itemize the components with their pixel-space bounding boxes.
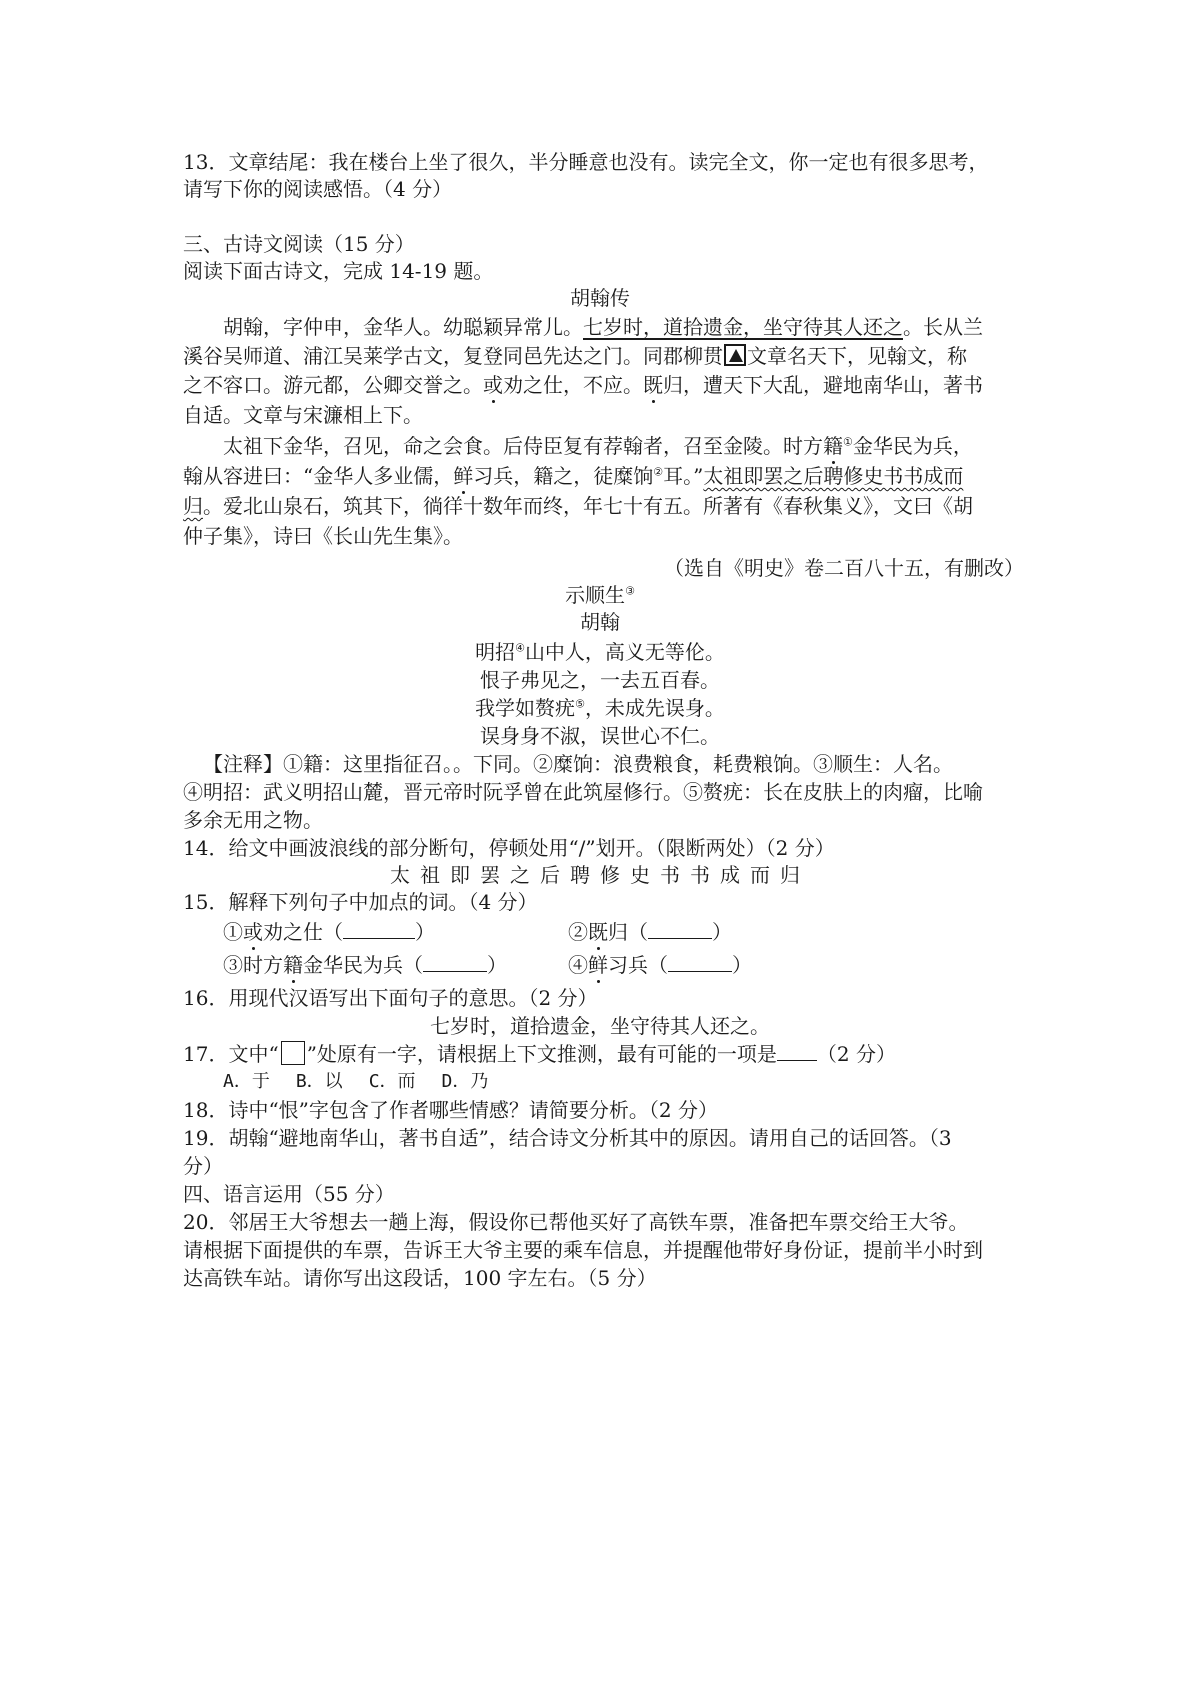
bio-p2-line1: 太祖下金华，召见，命之会食。后侍臣复有荐翰者，召至金陵。时方籍①金华民为兵， (223, 434, 973, 458)
section3-instruction: 阅读下面古诗文，完成 14-19 题。 (183, 259, 494, 283)
q20-line2: 请根据下面提供的车票，告诉王大爷主要的乘车信息，并提醒他带好身份证，提前半小时到 (183, 1238, 983, 1262)
missing-char-triangle-icon (724, 344, 746, 366)
bio-p2-line4: 仲子集》，诗曰《长山先生集》。 (183, 524, 463, 548)
q15-item4: ④鲜习兵（ ） (568, 953, 752, 977)
q20-line1: 20．邻居王大爷想去一趟上海，假设你已帮他买好了高铁车票，准备把车票交给王大爷。 (183, 1210, 969, 1234)
q17-options (223, 1068, 514, 1096)
biography-title: 胡翰传 (570, 286, 630, 310)
dotted-char: 既 (588, 920, 608, 944)
q19-line2: 分） (183, 1154, 223, 1178)
bio-p1-line2: 溪谷吴师道、浦江吴莱学古文，复登同邑先达之门。同郡柳贯 文章名天下，见翰文，称 (183, 344, 967, 368)
q18-text: 18．诗中“恨”字包含了作者哪些情感？请简要分析。（2 分） (183, 1098, 718, 1122)
q14-sentence: 太祖即罢之后聘修史书书成而归 (390, 863, 810, 887)
footnote-mark: ⑤ (575, 697, 585, 711)
bio-p1-line3: 之不容口。游元都，公卿交誉之。或劝之仕，不应。既归，遭天下大乱，避地南华山，著书 (183, 373, 983, 397)
option-d[interactable]: D．乃 (441, 1071, 489, 1092)
bio-p1-line1: 胡翰，字仲申，金华人。幼聪颖异常儿。七岁时，道拾遗金，坐守待其人还之。长从兰 (223, 315, 983, 339)
q19-line1: 19．胡翰“避地南华山，著书自适”，结合诗文分析其中的原因。请用自己的话回答。（3 (183, 1126, 952, 1150)
q13-line1: 13．文章结尾：我在楼台上坐了很久，半分睡意也没有。读完全文，你一定也有很多思考， (183, 150, 989, 174)
bio-p1-line4: 自适。文章与宋濂相上下。 (183, 403, 423, 427)
bio-p2-line3: 归。爱北山泉石，筑其下，徜徉十数年而终，年七十有五。所著有《春秋集义》，文曰《胡 (183, 494, 973, 518)
wavy-sentence-end: 归 (183, 494, 203, 518)
answer-blank[interactable] (668, 953, 732, 972)
q16-text: 16．用现代汉语写出下面句子的意思。（2 分） (183, 986, 598, 1010)
q15-text: 15．解释下列句子中加点的词。（4 分） (183, 890, 538, 914)
section3-heading: 三、古诗文阅读（15 分） (183, 232, 415, 256)
empty-box-icon (281, 1041, 305, 1065)
q15-row1: ①或劝之仕（ ） (223, 920, 435, 944)
footnote-mark: ③ (625, 584, 635, 598)
footnote-mark: ① (843, 435, 853, 449)
poem-author: 胡翰 (580, 610, 620, 634)
option-c[interactable]: C．而 (368, 1071, 416, 1092)
poem-line2: 恨子弗见之，一去五百春。 (480, 668, 720, 692)
q16-sentence: 七岁时，道拾遗金，坐守待其人还之。 (430, 1014, 770, 1038)
option-b[interactable]: B．以 (295, 1071, 343, 1092)
q14-text: 14．给文中画波浪线的部分断句，停顿处用“/”划开。（限断两处）（2 分） (183, 836, 835, 860)
q15-row2: ③时方籍金华民为兵（ ） (223, 953, 507, 977)
dotted-char: 或 (483, 373, 503, 397)
option-a[interactable]: A．于 (223, 1071, 270, 1092)
q13-line2: 请写下你的阅读感悟。（4 分） (183, 177, 453, 201)
poem-line1: 明招④山中人，高义无等伦。 (475, 640, 725, 664)
underlined-sentence: 七岁时，道拾遗金，坐守待其人还之 (583, 315, 903, 339)
answer-blank[interactable] (343, 920, 415, 939)
q15-item2: ②既归（ ） (568, 920, 732, 944)
dotted-char: 鲜 (588, 953, 608, 977)
notes-line2: ④明招：武义明招山麓，晋元帝时阮孚曾在此筑屋修行。⑤赘疣：长在皮肤上的肉瘤，比喻 (183, 780, 983, 804)
wavy-sentence: 太祖即罢之后聘修史书书成而 (703, 464, 964, 488)
dotted-char: 籍 (283, 953, 303, 977)
bio-p2-line2: 翰从容进曰：“金华人多业儒，鲜习兵，籍之，徒糜饷②耳。”太祖即罢之后聘修史书书成而 (183, 464, 964, 488)
footnote-mark: ④ (515, 641, 525, 655)
notes-line1: 【注释】①籍：这里指征召。。下同。②糜饷：浪费粮食，耗费粮饷。③顺生：人名。 (203, 752, 953, 776)
dotted-char: 鲜 (453, 464, 474, 488)
q17-text: 17．文中“ ”处原有一字，请根据上下文推测，最有可能的一项是 （2 分） (183, 1042, 897, 1066)
answer-blank[interactable] (648, 920, 712, 939)
dotted-char: 籍 (823, 434, 843, 458)
poem-line4: 误身身不淑，误世心不仁。 (480, 724, 720, 748)
answer-blank[interactable] (423, 953, 487, 972)
footnote-mark: ② (653, 465, 664, 479)
dotted-char: 既 (643, 373, 663, 397)
answer-blank[interactable] (777, 1042, 817, 1061)
notes-line3: 多余无用之物。 (183, 808, 323, 832)
poem-title: 示顺生③ (565, 583, 635, 607)
dotted-char: 或 (243, 920, 263, 944)
biography-source: （选自《明史》卷二百八十五，有删改） (664, 556, 1024, 580)
q20-line3: 达高铁车站。请你写出这段话，100 字左右。（5 分） (183, 1266, 657, 1290)
poem-line3: 我学如赘疣⑤，未成先误身。 (475, 696, 725, 720)
section4-heading: 四、语言运用（55 分） (183, 1182, 395, 1206)
